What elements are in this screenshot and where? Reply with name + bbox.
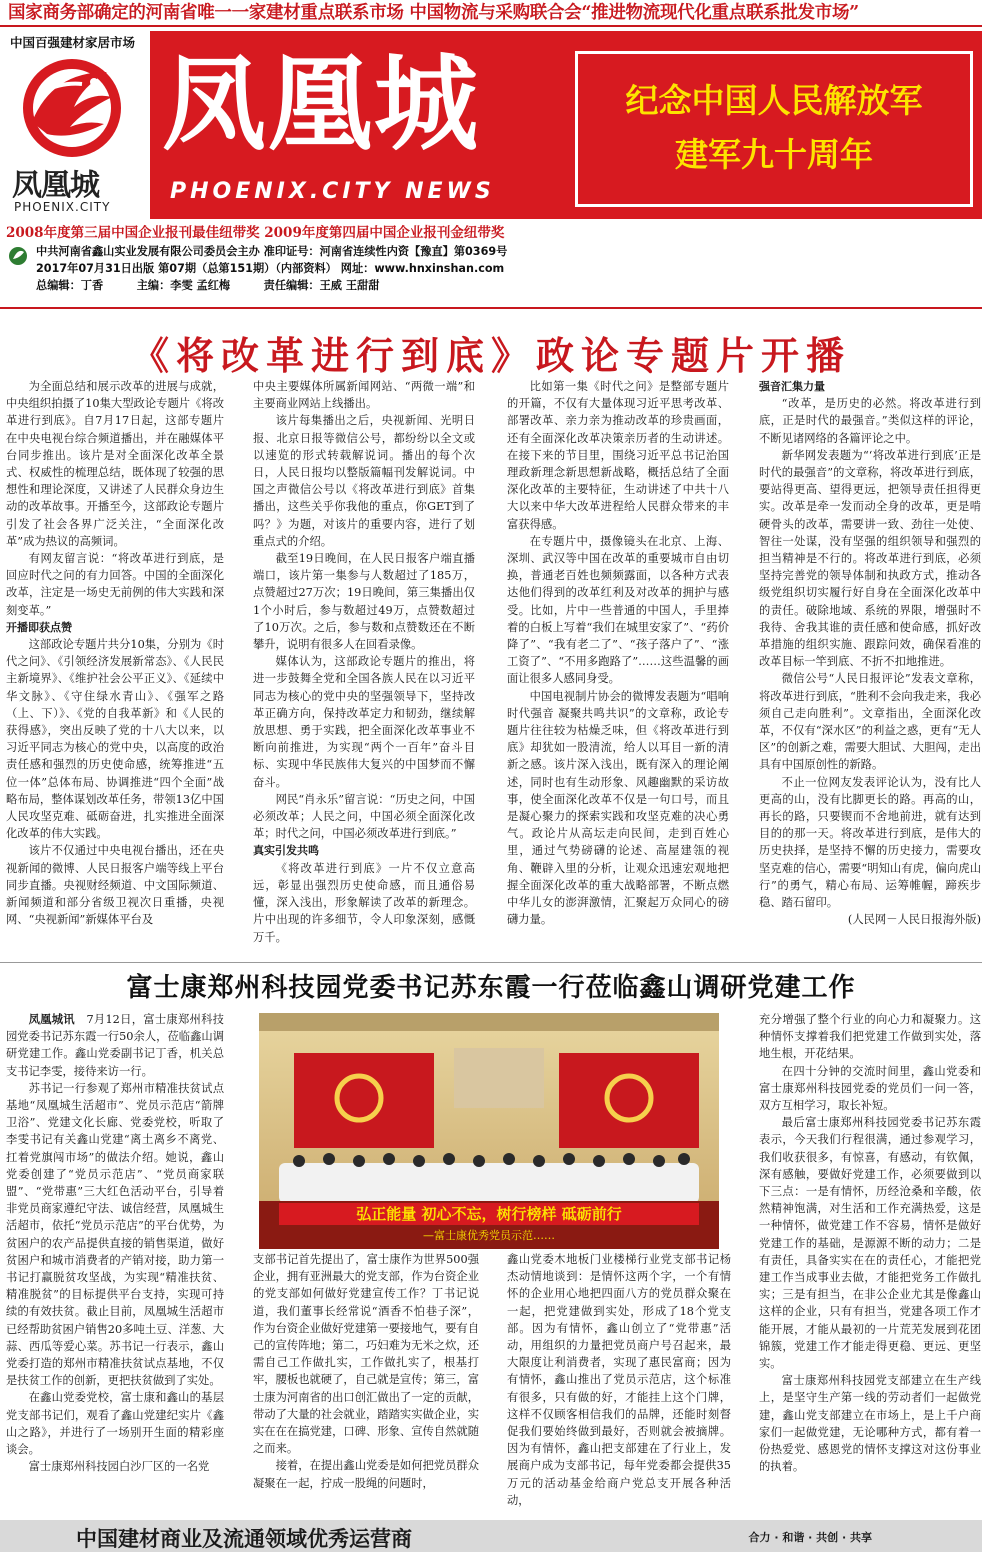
group-photo: [259, 1013, 719, 1249]
header-divider: [0, 307, 982, 309]
logo-area: [0, 30, 150, 220]
subheading: 强音汇集力量: [759, 380, 825, 393]
paragraph: 富士康郑州科技园白沙厂区的一名党: [28, 1460, 210, 1474]
paragraph: 鑫山党委木地板门业楼梯行业党支部书记杨杰动情地谈到：是情怀这两个字，一个有情怀的企业用心地把四面八方的党员群众聚在一起，把党建做到实处，形成了18个党支部。因为有情怀，鑫山创立了“党带惠”活动，用组织的力量把党员商户号召起来，最大限度让利消费者，实现了惠民富商；因为有情怀，鑫山推出了党员示范店，这个标准有很多，只有做的好，才能挂上这个门牌，这样不仅顾客相信我们的品牌，还能时刻督促我们要始终做到最好，否则就会被摘牌。因为有情怀，鑫山把支部建在了行业上，发展商户成为支部书记，每年党委都会提供35万元的活动基金给商户党总支开展各种活动，: [507, 1253, 731, 1507]
article-2-column-4: [759, 1011, 981, 1516]
paragraph: 充分增强了整个行业的向心力和凝聚力。这种情怀支撑着我们把党建工作做到实处，落地生根，开花结果。: [759, 1013, 981, 1061]
footer-motto: 合力 · 和谐 · 共创 · 共享: [748, 1531, 872, 1544]
paragraph: 比如第一集《时代之问》是整部专题片的开篇，不仅有大量体现习近平思考改革、部署改革、亲力亲为推动改革的珍贵画面，还有全面深化改革决策亲历者的生动讲述。在接下来的节目里，围绕习近平总书记治国理政新理念新思想新战略，概括总结了全面深化改革的主要特征，生动讲述了中共十八大以来中华大改革进程给人民群众带来的丰富获得感。: [507, 380, 729, 531]
publication-info: [8, 243, 507, 294]
subheading: 真实引发共鸣: [253, 844, 319, 858]
paragraph: 中央主要媒体所属新闻网站、“两微一端”和主要商业网站上线播出。: [253, 380, 475, 411]
dateline-text: 7月12日，富士康郑州科技园党委书记苏东霞一行50余人，莅临鑫山调研党建工作。鑫山党委副书记丁香，机关总支书记李雯，接待来访一行。: [6, 1013, 224, 1078]
paragraph: 媒体认为，这部政论专题片的推出，将进一步鼓舞全党和全国各族人民在以习近平同志为核心的党中央的坚强领导下，坚持改革正确方向，保持改革定力和韧劲，继续解放思想、勇于实践，把全面深化改革事业不断向前推进，为实现“两个一百年”奋斗目标、实现中华民族伟大复兴的中国梦而不懈奋斗。: [253, 655, 475, 789]
paragraph: 《将改革进行到底》一片不仅立意高远，彰显出强烈历史使命感，而且通俗易懂，深入浅出，形象解读了改革的新理念。片中出现的许多细节，令人印象深刻，感慨万千。: [253, 861, 475, 944]
dateline: 凤凰城讯: [28, 1013, 75, 1026]
article-2-headline: 富士康郑州科技园党委书记苏东霞一行莅临鑫山调研党建工作: [126, 973, 856, 1003]
paragraph: 微信公号“人民日报评论”发表文章称，将改革进行到底，“胜利不会向我走来，我必须自己走向胜利”。文章指出，全面深化改革，不仅有“深水区”的利益之惑，更有“无人区”的创新之难，需要大胆试、大胆闯，走出具有中国原创性的新路。: [759, 672, 981, 772]
top-banner-text: 国家商务部确定的河南省唯一一家建材重点联系市场 中国物流与采购联合会“推进物流现代化重点联系批发市场”: [8, 3, 859, 23]
paragraph: 不止一位网友发表评论认为，没有比人更高的山，没有比脚更长的路。再高的山，再长的路，只要锲而不舍地前进，就有达到目的的那一天。将改革进行到底，是伟大的历史抉择，是坚持不懈的历史接力，需要攻坚克难的信心，需要“明知山有虎，偏向虎山行”的勇气，精心布局、运筹帷幄，蹄疾步稳、踏石留印。: [759, 775, 981, 910]
subheading: 开播即获点赞: [6, 620, 72, 634]
paragraph: 接着，在提出鑫山党委是如何把党员群众凝聚在一起，拧成一股绳的问题时，: [253, 1459, 479, 1490]
article-2-column-3: [507, 1251, 731, 1517]
paragraph: 支部书记首先提出了，富士康作为世界500强企业，拥有亚洲最大的党支部，作为台资企业的党支部如何做好党建宣传工作？丁书记说道，我们董事长经常说“酒香不怕巷子深”，作为台资企业做好党建第一要接地气，要有自己的宣传阵地；第二，巧妇难为无米之炊，还需自己工作做扎实，工作做扎实了，根基打牢，腰板也就硬了，自己就是宣传；第三，富士康为河南省的出口创汇做出了一定的贡献，带动了大量的社会就业，踏踏实实做企业，实实在在在搞党建，口碑、形象、宣传自然就随之而来。: [253, 1253, 479, 1456]
paragraph: 该片每集播出之后，央视新闻、光明日报、北京日报等微信公号，都纷纷以全文或以速览的形式转载解说词。播出的每个次日，人民日报均以整版篇幅刊发解说词。中国之声微信公号以《将改革进行到底》首集播出，这些关乎你我他的重点，你GET到了吗？》为题，对该片的重要内容，进行了划重点式的介绍。: [253, 414, 475, 548]
paragraph: 为全面总结和展示改革的进展与成就，中央组织拍摄了10集大型政论专题片《将改革进行到底》。自7月17日起，这部专题片在中央电视台综合频道播出，并在融媒体平台同步推出。该片是对全面深化改革全景式、权威性的梳理总结，既体现了较强的思想性和理论深度，又讲述了人民群众身边生动的改革故事。开播至今，这部政论专题片引发了社会各界广泛关注，“全面深化改革”成为热议的高频词。: [6, 380, 224, 548]
article-2-column-2: [253, 1251, 479, 1517]
paragraph: 中国电视制片协会的微博发表题为“唱响时代强音 凝聚共鸣共识”的文章称，政论专题片往往较为枯燥乏味，但《将改革进行到底》却犹如一股清流，给人以耳目一新的清新之感。该片深入浅出，既有深入的理论阐述，同时也有生动形象、风趣幽默的采访故事，使全面深化改革不仅是一句口号，而且是凝心聚力的探索实践和攻坚克难的决心勇气。政论片从高坛走向民间，走到百姓心里，通过气势磅礴的论述、高屋建瓴的视角、鞭辟入里的分析，让观众迅速宏观地把握全面深化改革的重大战略部署，不断点燃中华儿女的澎湃激情，汇聚起万众同心的磅礴力量。: [507, 689, 729, 927]
editors-line: 总编辑：丁香 主编：李雯 孟红梅 责任编辑：王威 王甜甜: [36, 279, 380, 292]
paragraph: 该片不仅通过中央电视台播出，还在央视新闻的微博、人民日报客户端等线上平台同步直播。央视财经频道、中文国际频道、新闻频道和部分省级卫视次日重播，央视网、“央视新闻”新媒体平台及: [6, 844, 224, 927]
brand-slogan: 中国百强建材家居市场: [10, 35, 136, 50]
masthead-title: 凤凰城: [162, 43, 481, 165]
masthead: [150, 31, 982, 219]
logo-wordmark: 凤凰城: [12, 168, 99, 203]
award-line: 2008年度第三届中国企业报刊最佳纽带奖 2009年度第四届中国企业报刊金纽带奖: [6, 225, 505, 241]
article-1-column-4: [759, 378, 981, 958]
article-1-headline: 《将改革进行到底》政论专题片开播: [130, 333, 851, 378]
paragraph: 这部政论专题片共分10集，分别为《时代之问》、《引领经济发展新常态》、《人民民主新境界》、《维护社会公平正义》、《延续中华文脉》、《守住绿水青山》、《强军之路（上、下）》、《党的自我革新》和《人民的获得感》，突出反映了党的十八大以来，以习近平同志为核心的党中央，以高度的政治责任感和强烈的历史使命感，统筹推进“五位一体”总体布局、协调推进“四个全面”战略布局，整体谋划改革任务，带领13亿中国人民攻坚克难、砥砺奋进，扎实推进全面深化改革的伟大实践。: [6, 638, 224, 841]
paragraph: 新华网发表题为“‘将改革进行到底’正是时代的最强音”的文章称，将改革进行到底，要站得更高、望得更远，把领导责任担得更实。改革是牵一发而动全身的改革，更是啃硬骨头的改革，需要讲一致、劲往一处使、智往一处谋，没有坚强的组织领导和强烈的担当精神是不行的。将改革进行到底，必须坚持完善党的领导体制和执政方式，推动各级党组织切实履行好自身在全面深化改革中的责任。破除地域、系统的界限，增强时不我待、舍我其谁的责任感和使命感，抓好改革措施的组织实施、跟踪问效，确保看准的改革目标一竿到底、不折不扣地推进。: [759, 448, 981, 669]
article-1-column-2: [253, 378, 475, 958]
paragraph: 截至19日晚间，在人民日报客户端直播端口，该片第一集参与人数超过了185万，点赞超过27万次；19日晚间，第三集播出仅1个小时后，参与数超过49万，点赞数超过了10万次。之后，参与数和点赞数还在不断攀升，说明有很多人在回看录像。: [253, 552, 475, 652]
paragraph: 网民“肖永乐”留言说：“历史之问，中国必须改革；人民之问，中国必须全面深化改革；时代之问，中国必须改革进行到底。”: [253, 792, 475, 841]
footer-slogan: 中国建材商业及流通领域优秀运营商: [76, 1526, 412, 1551]
paragraph: 最后富士康郑州科技园党委书记苏东霞表示，今天我们行程很满，通过参观学习，我们收获很多，有惊喜，有感动，有钦佩，深有感触，要做好党建工作，必须要做到以下三点：一是有情怀，历经沧桑和辛酸，依然精神饱满，对生活和工作充满热爱，这是一种情怀，做党建工作不容易，情怀是做好党建工作的基础，是源源不断的动力；二是有责任，具备实实在在的责任心，才能把党建工作当成事业去做，才能把党务工作做扎实；三是有担当，在非公企业尤其是像鑫山这样的企业，只有有担当，党建各项工作才能开展，才能从最初的一片荒芜发展到花团锦簇，党建工作才能走得更稳、更远、更坚实。: [759, 1116, 981, 1371]
source-credit: (人民网－人民日报海外版): [847, 913, 981, 927]
paragraph: 苏书记一行参观了郑州市精准扶贫试点基地“凤凰城生活超市”、党员示范店“箭牌卫浴”、党建文化长廊、党委党校，听取了李雯书记有关鑫山党建“离土离乡不离党、扛着党旗闯市场”的做法介绍。她说，鑫山党委创建了“党员示范店”、“党员商家联盟”、“党带惠”三大红色活动平台，引导着非党员商家遵纪守法、诚信经营，凤凰城生活超市，依托“党员示范店”的平台优势，为贫困户的农产品提供直接的销售渠道，做好贫困户和城市消费者的产销对接，助力第一书记打赢脱贫攻坚战，为实现“精准扶贫、精准脱贫”的目标提供平台支持，实现可持续的有效扶贫。截止目前，凤凰城生活超市已经帮助贫困户销售20多吨土豆、洋葱、大蒜、西瓜等爱心菜。苏书记一行表示，鑫山党委打造的郑州市精准扶贫试点基地，不仅是扶贫工作的创新，更把扶贫做到了实处。: [6, 1081, 224, 1388]
article-1-column-1: [6, 378, 224, 958]
paragraph: “改革，是历史的必然。将改革进行到底，正是时代的最强音。”类似这样的评论，不断见诸网络的各篇评论之中。: [759, 397, 981, 445]
paragraph: 富士康郑州科技园党支部建立在生产线上，是坚守生产第一线的劳动者们一起做党建，鑫山党支部建立在市场上，是上千户商家们一起做党建，无论哪种方式，都有着一份热爱党、感恩党的情怀支撑这对这份事业的执着。: [759, 1374, 981, 1474]
paragraph: 在四十分钟的交流时间里，鑫山党委和富士康郑州科技园党委的党员们一问一答，双方互相学习，取长补短。: [759, 1064, 981, 1113]
footer-bar: [0, 1520, 982, 1552]
photo-banner-text: 弘正能量 初心不忘，树行榜样 砥砺前行: [356, 1205, 622, 1223]
top-banner: [0, 0, 982, 27]
phoenix-logo-icon: [12, 52, 132, 162]
paragraph: 在专题片中，摄像镜头在北京、上海、深圳、武汉等中国在改革的重要城市自由切换，普通老百姓也频频露面，以各种方式表达他们得到的改革红利及对改革的拥护与感受。比如，片中一些普通的中国人，手里捧着的白板上写着“我们在城里安家了”、“药价降了”、“我有老二了”、“孩子落户了”、“涨工资了”、“不用多跑路了”……这些温馨的画面让很多人感同身受。: [507, 534, 729, 686]
dateline-paragraph: [6, 1011, 224, 1080]
logo-english: PHOENIX.CITY: [14, 200, 111, 214]
anniversary-line-1: 纪念中国人民解放军: [625, 81, 923, 120]
anniversary-line-2: 建军九十周年: [675, 135, 873, 174]
article-2-column-1: [6, 1011, 224, 1516]
masthead-english: PHOENIX.CITY NEWS: [170, 179, 495, 204]
group-photo-illustration: [259, 1013, 719, 1249]
paragraph: 有网友留言说：“将改革进行到底，是回应时代之问的有力回答。中国的全面深化改革，注定是一场史无前例的伟大实践和深刻变革。”: [6, 552, 224, 617]
photo-banner-subtext: —富士康优秀党员示范……: [423, 1229, 555, 1242]
issue-line: 2017年07月31日出版 第07期（总第151期）（内部资料） 网址：www.hnxinshan.com: [36, 262, 505, 275]
anniversary-box: [575, 51, 973, 207]
section-divider: [0, 962, 982, 963]
paragraph: 在鑫山党委党校，富士康和鑫山的基层党支部书记们，观看了鑫山党建纪实片《鑫山之路》，并进行了一场别开生面的精彩座谈会。: [6, 1391, 224, 1457]
publisher-line: 中共河南省鑫山实业发展有限公司委员会主办 准印证号：河南省连续性内资【豫直】第0369号: [36, 245, 508, 258]
article-1-column-3: [507, 378, 729, 958]
